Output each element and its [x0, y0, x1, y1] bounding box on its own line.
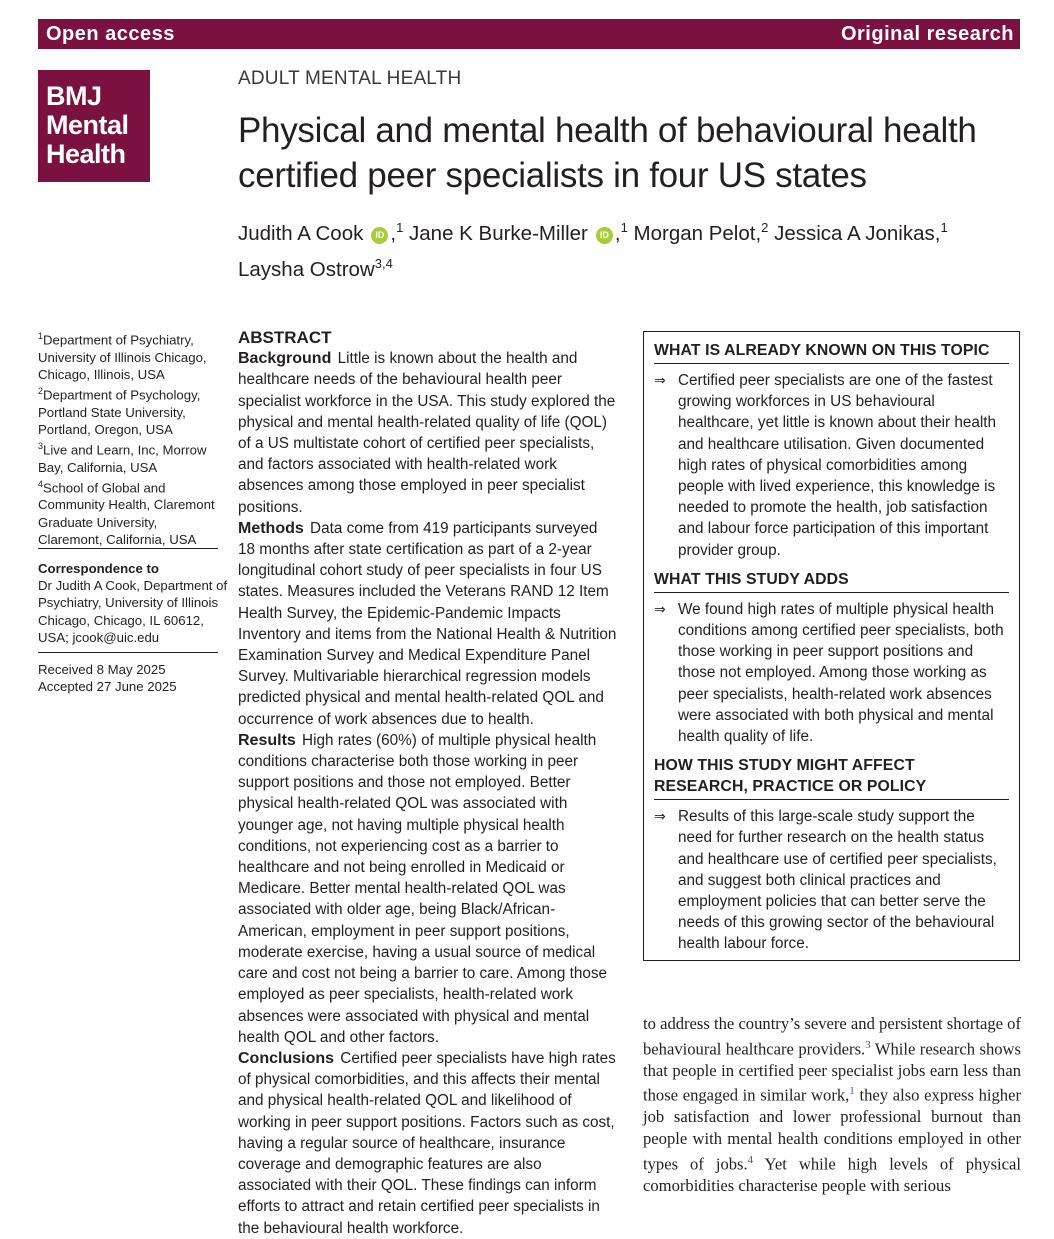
- affiliation: $^4$School of Global and Community Health, Claremont Graduate University, Claremont, California, USA: [38, 478, 215, 547]
- author-affil-sup: 1: [940, 220, 948, 235]
- logo-line-3: Health: [46, 139, 126, 169]
- affiliations: [38, 328, 223, 548]
- correspondence: [38, 560, 228, 646]
- abstract-methods: Methods Data come from 419 participants surveyed 18 months after state certification as part of a 2-year longitudinal cohort study of peer specialists in four US states. Measures included the Veterans RAND 12 Item Health Survey, the Epidemic-Pandemic Impacts Inventory and items from the National Health & Nutrition Examination Survey and Medical Expenditure Panel Survey. Multivariable hierarchical regression models predicted physical and mental health-related QOL and occurrence of work absences due to health.: [238, 519, 617, 728]
- top-banner: [38, 19, 1020, 49]
- author-affil-sup: 1: [620, 220, 628, 235]
- author-name[interactable]: Judith A Cook: [238, 221, 364, 245]
- abstract-conclusions: Conclusions Certified peer specialists have high rates of physical comorbidities, and this affects their mental and physical health-related QOL and likelihood of working in peer support positions. Factors such as cost, having a regular source of healthcare, insurance coverage and demographic features are also associated with their QOL. These findings can inform efforts to attract and retain certified peer specialists in the behavioural health workforce.: [238, 1049, 616, 1237]
- affect-item: ⇒ Results of this large-scale study support the need for further research on the health status and healthcare use of certified peer specialists, and suggest both clinical practices and employment policies that can better serve the needs of this growing sector of the behavioural health labour force.: [654, 806, 1009, 954]
- citation-link[interactable]: 3: [865, 1038, 871, 1051]
- affiliation: $^3$Live and Learn, Inc, Morrow Bay, California, USA: [38, 441, 207, 475]
- received-date: Received 8 May 2025: [38, 662, 166, 677]
- orcid-icon[interactable]: ID: [596, 227, 613, 244]
- author-name[interactable]: Morgan Pelot,: [633, 221, 762, 245]
- accepted-date: Accepted 27 June 2025: [38, 679, 177, 695]
- known-item: ⇒ Certified peer specialists are one of the fastest growing workforces in US behavioural healthcare, yet little is known about their health and healthcare utilisation. Given documented high rates of physical comorbidities among people with lived experience, this knowledge is needed to promote the health, job satisfaction and labour force participation of this important provider group.: [654, 370, 1009, 561]
- author-affil-sup: 3,4: [374, 255, 393, 271]
- journal-logo[interactable]: [38, 70, 150, 182]
- author-name[interactable]: Laysha Ostrow: [238, 257, 375, 281]
- affiliation: $^2$Department of Psychology, Portland State University, Portland, Oregon, USA: [38, 386, 201, 437]
- arrow-icon: ⇒: [654, 600, 666, 617]
- citation-link[interactable]: 4: [747, 1153, 754, 1166]
- affiliation: $^1$Department of Psychiatry, University of Illinois Chicago, Chicago, Illinois, USA: [38, 331, 207, 382]
- arrow-icon: ⇒: [654, 372, 666, 388]
- article-type-label: Original research: [840, 22, 1014, 45]
- arrow-icon: ⇒: [654, 808, 666, 825]
- citation-link[interactable]: 1: [849, 1085, 855, 1098]
- adds-title: WHAT THIS STUDY ADDS: [654, 569, 1009, 593]
- known-title: WHAT IS ALREADY KNOWN ON THIS TOPIC: [654, 340, 1009, 364]
- author-affil-sup: 2: [761, 220, 769, 235]
- author-name[interactable]: Jane K Burke-Miller: [409, 221, 588, 245]
- abstract-background: Background Little is known about the health and healthcare needs of the behavioural health peer specialist workforce in the USA. This study explored the physical and mental health-related quality of life (QOL) of a US multistate cohort of certified peer specialists, and factors associated with health-related work absences among those employed in peer specialist positions.: [238, 350, 616, 516]
- logo-line-2: Mental: [46, 110, 129, 140]
- divider: [38, 548, 218, 549]
- correspondence-heading: Correspondence to: [38, 561, 159, 576]
- correspondence-text[interactable]: Dr Judith A Cook, Department of Psychiatry, University of Illinois Chicago, Chicago, IL 60612, USA; jcook@uic.edu: [38, 578, 228, 645]
- abstract: [238, 327, 618, 1239]
- divider: [38, 652, 218, 653]
- adds-item: ⇒ We found high rates of multiple physical health conditions among certified peer specialists, both those working in peer support positions and those not employed. Among those working as peer specialists, health-related work absences were associated with both physical and mental health quality of life.: [654, 599, 1009, 747]
- abstract-title: ABSTRACT: [238, 328, 332, 347]
- body-text: to address the country’s severe and persistent shortage of behavioural healthcare providers.$^3$ While research shows that people in certified peer specialist jobs earn less than those engaged in similar work,$^1$ they also express higher job satisfaction and lower professional burnout than people with mental health conditions employed in other types of jobs.$^4$ Yet while high levels of physical comorbidities characterise people with serious: [643, 1014, 1021, 1195]
- author-list: Judith A Cook ID ,$^1$ Jane K Burke-Miller ID ,$^1$ Morgan Pelot,$^2$ Jessica A Jonikas,$^1$ Laysha Ostrow$^{3,4}$: [238, 220, 948, 281]
- key-messages-box: [643, 331, 1020, 961]
- open-access-label: Open access: [46, 22, 175, 45]
- article-title: Physical and mental health of behavioural health certified peer specialists in four US states: [238, 111, 977, 195]
- section-label: ADULT MENTAL HEALTH: [238, 68, 462, 89]
- author-name[interactable]: Jessica A Jonikas,: [774, 221, 941, 245]
- dates: [38, 661, 228, 695]
- author-affil-sup: 1: [396, 220, 404, 235]
- abstract-results: Results High rates (60%) of multiple physical health conditions characterise both those working in peer support positions and those not employed. Better physical health-related QOL was associated with younger age, not having multiple physical health conditions, not experiencing cost as a barrier to healthcare and not being enrolled in Medicaid or Medicare. Better mental health-related QOL was associated with older age, being Black/African-American, employment in peer support positions, moderate exercise, having a usual source of medical care and cost not being a barrier to care. Among those employed as peer specialists, health-related work absences were associated with physical and mental health QOL and other factors.: [238, 731, 608, 1046]
- orcid-icon[interactable]: ID: [371, 227, 388, 244]
- logo-line-1: BMJ: [46, 81, 102, 111]
- affect-title: HOW THIS STUDY MIGHT AFFECT RESEARCH, PRACTICE OR POLICY: [654, 755, 1009, 800]
